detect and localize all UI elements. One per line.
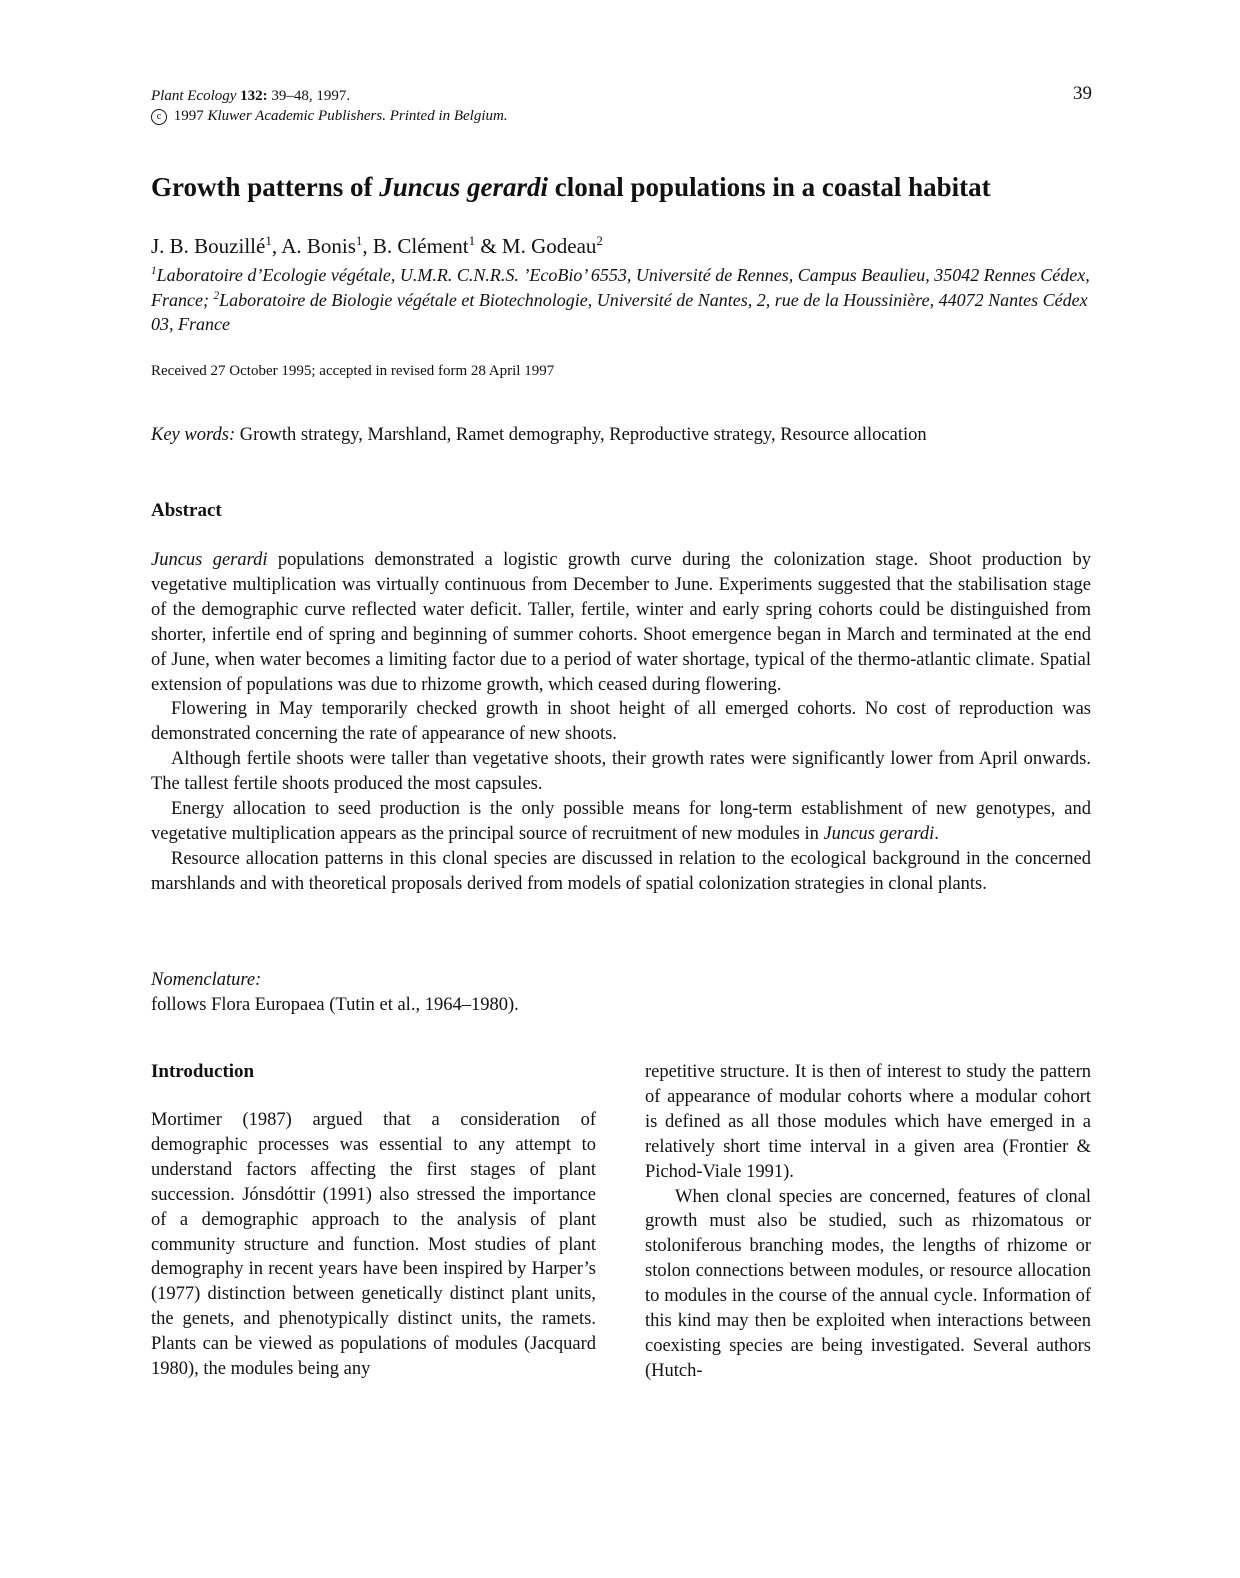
abstract-body [151, 548, 1091, 897]
abstract-paragraph-4-end: . [934, 823, 939, 844]
abstract-paragraph-5: Resource allocation patterns in this clonal species are discussed in relation to the ecological background in the concerned marshlands and with theoretical proposals derived from models of spatial colonization strategies in clonal plants. [151, 848, 1091, 894]
abstract-paragraph-4 [151, 797, 1091, 847]
keywords [151, 425, 927, 446]
author-1: J. B. Bouzillé [151, 234, 266, 258]
affiliation-2-marker: 2 [213, 289, 220, 302]
author-3: , B. Clément [362, 234, 469, 258]
abstract-paragraph-2: Flowering in May temporarily checked growth in shoot height of all emerged cohorts. No cost of reproduction was demonstrated concerning the rate of appearance of new shoots. [151, 699, 1091, 745]
affiliation-1-marker: 1 [151, 265, 157, 277]
nomenclature-text: follows Flora Europaea (Tutin et al., 1964–1980). [151, 995, 519, 1015]
title-part-1: Growth patterns of [151, 172, 380, 202]
copyright-line [151, 107, 508, 125]
title-part-2: clonal populations in a coastal habitat [548, 172, 991, 202]
author-list [151, 234, 603, 259]
author-4: & M. Godeau [475, 234, 597, 258]
keywords-text: Growth strategy, Marshland, Ramet demography, Reproductive strategy, Resource allocation [235, 425, 927, 445]
nomenclature-label: Nomenclature: [151, 970, 262, 990]
abstract-paragraph-1-text: populations demonstrated a logistic growth curve during the colonization stage. Shoot production by vegetative multiplication was virtually continuous from December to June. Experiments suggested that the stabilisation stage of the demographic curve reflected water deficit. Taller, fertile, winter and early spring cohorts could be distinguished from shorter, infertile end of spring and beginning of summer cohorts. Shoot emergence began in March and terminated at the end of June, when water becomes a limiting factor due to a period of water shortage, typical of the thermo-atlantic climate. Spatial extension of populations was due to rhizome growth, which ceased during flowering. [151, 550, 1091, 695]
page-number: 39 [1073, 83, 1092, 104]
journal-name: Plant Ecology [151, 88, 237, 104]
abstract-paragraph-4-species: Juncus gerardi [823, 823, 935, 844]
abstract-species: Juncus gerardi [151, 550, 268, 570]
copyright-year: 1997 [170, 108, 208, 124]
abstract-paragraph-3: Although fertile shoots were taller than vegetative shoots, their growth rates were significantly lower from April onwards. The tallest fertile shoots produced the most capsules. [151, 749, 1091, 795]
affiliations [151, 263, 1091, 337]
author-4-affiliation: 2 [596, 233, 603, 248]
introduction-right-column [645, 1060, 1091, 1384]
abstract-heading: Abstract [151, 500, 222, 521]
keywords-label: Key words: [151, 425, 236, 445]
author-3-affiliation: 1 [468, 233, 476, 248]
introduction-left-column [151, 1108, 596, 1382]
received-dates: Received 27 October 1995; accepted in revised form 28 April 1997 [151, 363, 555, 379]
author-2-affiliation: 1 [355, 233, 363, 248]
publisher: Kluwer Academic Publishers. Printed in Belgium. [207, 108, 508, 124]
affiliation-2: Laboratoire de Biologie végétale et Biotechnologie, Université de Nantes, 2, rue de la Houssinière, 44072 Nantes Cédex 03, France [151, 289, 1088, 334]
abstract-paragraph-4-text: Energy allocation to seed production is the only possible means for long-term establishment of new genotypes, and vegetative multiplication appears as the principal source of recruitment of new modules in [151, 799, 1091, 844]
author-1-affiliation: 1 [265, 233, 272, 248]
journal-volume: 132: [240, 88, 268, 104]
title-species: Juncus gerardi [379, 172, 549, 202]
introduction-heading: Introduction [151, 1061, 255, 1082]
abstract-paragraph-1 [151, 548, 1091, 697]
copyright-icon: c [151, 109, 167, 125]
introduction-paragraph-1-continued: repetitive structure. It is then of interest to study the pattern of appearance of modular cohorts where a modular cohort is defined as all those modules which have emerged in a relatively short time interval in a given area (Frontier & Pichod-Viale 1991). [645, 1062, 1091, 1182]
journal-pages-year: 39–48, 1997. [267, 88, 351, 104]
introduction-paragraph-1: Mortimer (1987) argued that a consideration of demographic processes was essential to any attempt to understand factors affecting the first stages of plant succession. Jónsdóttir (1991) also stressed the importance of a demographic approach to the analysis of plant community structure and function. Most studies of plant demography in recent years have been inspired by Harper’s (1977) distinction between genetically distinct plant units, the genets, and phenotypically distinct units, the ramets. Plants can be viewed as populations of modules (Jacquard 1980), the modules being any [151, 1110, 596, 1380]
author-2: , A. Bonis [271, 234, 356, 258]
journal-citation [151, 87, 350, 105]
introduction-paragraph-2: When clonal species are concerned, features of clonal growth must also be studied, such as rhizomatous or stoloniferous branching modes, the lengths of rhizome or stolon connections between modules, or resource allocation to modules in the course of the annual cycle. Information of this kind may then be exploited when interactions between coexisting species are being investigated. Several authors (Hutch- [645, 1186, 1091, 1381]
affiliation-1: Laboratoire d’Ecologie végétale, U.M.R. C.N.R.S. ’EcoBio’ 6553, Université de Rennes, Campus Beaulieu, 35042 Rennes Cédex, France; [151, 265, 1090, 310]
article-title [151, 172, 991, 203]
